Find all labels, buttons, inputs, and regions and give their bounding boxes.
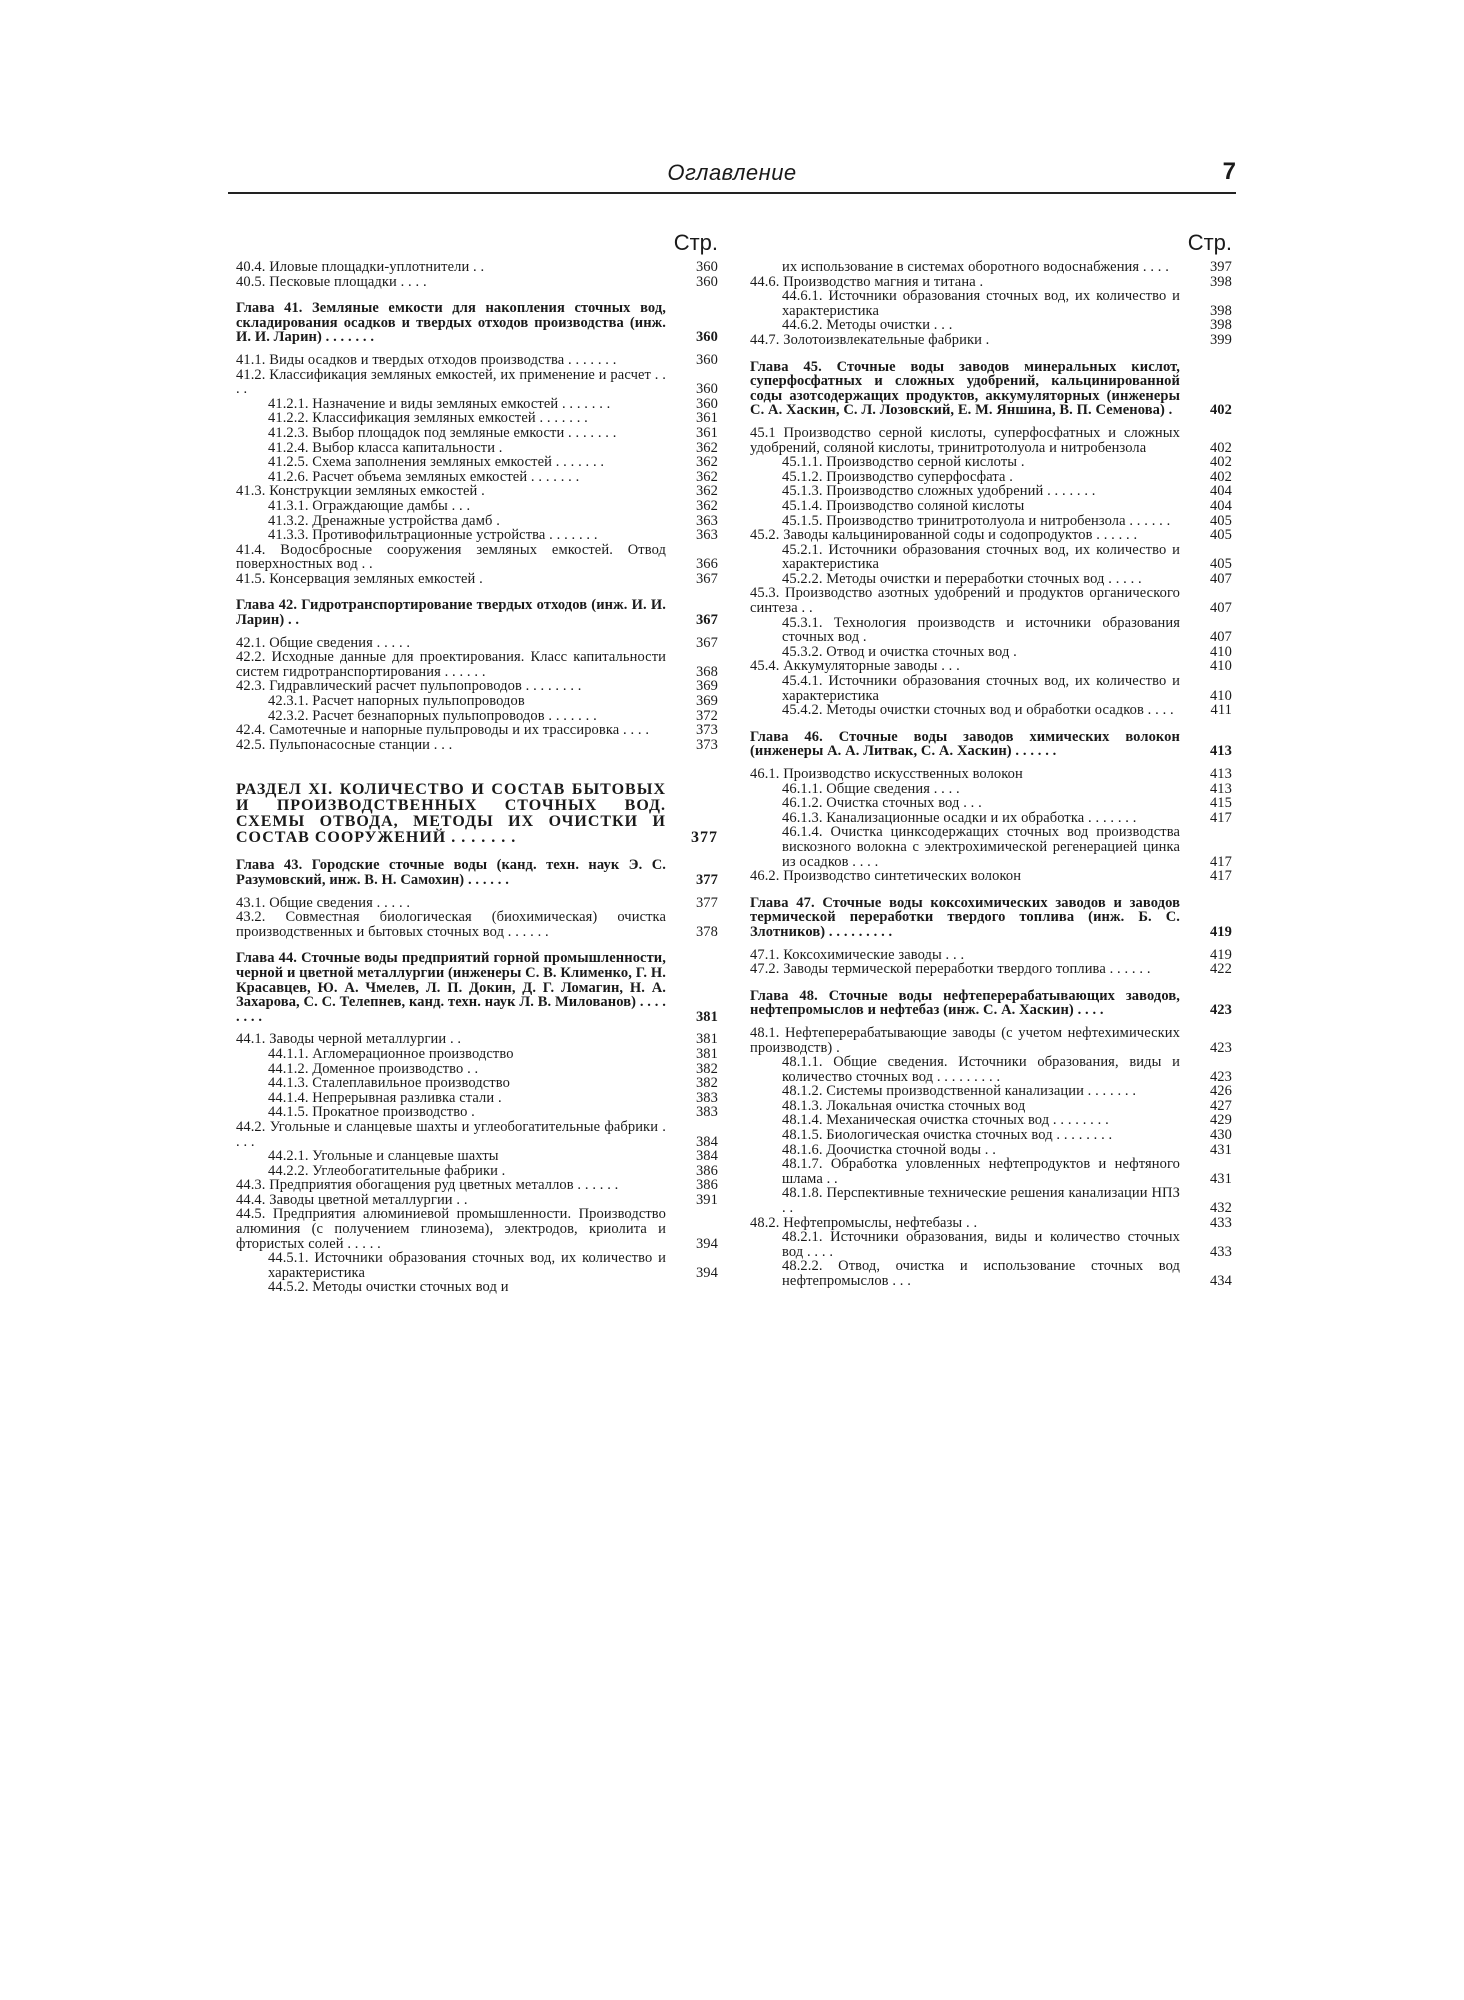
entry-title: их использование в системах оборотного водоснабжения . . . . [782,259,1169,275]
entry-page-number: 386 [695,1177,718,1194]
entry-page-number: 386 [695,1162,718,1179]
entry-page-number: 407 [1209,570,1232,587]
entry-page-number: 360 [695,381,718,398]
toc-entry [750,1026,1232,1055]
toc-subentry [236,1076,718,1091]
entry-page-number: 433 [1209,1214,1232,1231]
entry-page-number: 363 [695,527,718,544]
toc-entry [236,1120,718,1149]
entry-page-number: 405 [1209,512,1232,529]
toc-subentry [750,1113,1232,1128]
toc-subentry [750,1186,1232,1215]
entry-title: 45.4.1. Источники образования сточных вод, их количество и характеристика [782,673,1180,704]
entry-page-number: 397 [1209,259,1232,275]
toc-entry [750,275,1232,290]
entry-title: 46.1. Производство искусственных волокон [750,766,1023,782]
entry-page-number: 423 [1209,1039,1232,1056]
toc-subentry [750,811,1232,826]
entry-page-number: 413 [1209,743,1232,760]
entry-page-number: 407 [1209,600,1232,617]
toc-subentry [750,543,1232,572]
entry-page-number: 384 [695,1133,718,1150]
toc-subentry [750,1099,1232,1114]
entry-title: 42.3.2. Расчет безнапорных пульпопроводов . . . . . . . [268,707,597,724]
entry-title: 48.1.6. Доочистка сточной воды . . [782,1141,996,1158]
toc-subentry [236,709,718,724]
toc-entry [236,260,718,275]
entry-title: 41.1. Виды осадков и твердых отходов производства . . . . . . . [236,351,617,368]
entry-title: 41.2.5. Схема заполнения земляных емкостей . . . . . . . [268,454,605,471]
toc-entry [236,543,718,572]
entry-page-number: 362 [695,497,718,514]
toc-entry [750,869,1232,884]
entry-page-number: 415 [1209,795,1232,812]
entry-title: 44.6. Производство магния и титана . [750,273,984,290]
entry-page-number: 367 [695,634,718,651]
column-header [750,230,1232,260]
entry-page-number: 367 [695,570,718,587]
toc-subentry [236,426,718,441]
entry-title: 45.3. Производство азотных удобрений и продуктов органического синтеза . . [750,585,1180,617]
toc-subentry [236,1149,718,1164]
toc-entry [236,353,718,368]
entry-page-number: 368 [695,663,718,680]
entry-title: 45.1 Производство серной кислоты, суперфосфатных и сложных удобрений, соляной кислоты, тринитротолуола и нитробензола [750,424,1180,456]
entry-title: 44.1.2. Доменное производство . . [268,1060,479,1077]
toc-entry [236,368,718,397]
toc-subentry [236,1280,718,1295]
entry-page-number: 417 [1209,853,1232,870]
entry-title: РАЗДЕЛ XI. КОЛИЧЕСТВО И СОСТАВ БЫТОВЫХ И ПРОИЗВОДСТВЕННЫХ СТОЧНЫХ ВОД. СХЕМЫ ОТВОДА, МЕТОДЫ ИХ ОЧИСТКИ И СОСТАВ СООРУЖЕНИЙ . . . . . . . [236,781,666,847]
entry-page-number: 383 [695,1104,718,1121]
entry-page-number: 419 [1209,923,1232,940]
entry-page-number: 381 [695,1031,718,1048]
entry-title: 45.1.4. Производство соляной кислоты [782,497,1025,514]
entry-title: 45.3.2. Отвод и очистка сточных вод . [782,643,1017,660]
entry-page-number: 404 [1209,497,1232,514]
toc-subentry [236,411,718,426]
entry-title: 48.1.7. Обработка уловленных нефтепродуктов и нефтяного шлама . . [782,1156,1180,1187]
toc-entry [750,948,1232,963]
entry-page-number: 377 [691,829,718,847]
entry-page-number: 378 [695,923,718,940]
entry-title: 44.2.1. Угольные и сланцевые шахты [268,1148,499,1165]
entry-page-number: 381 [695,1008,718,1025]
entry-title: 44.5.1. Источники образования сточных вод, их количество и характеристика [268,1250,666,1281]
toc-subentry [750,645,1232,660]
entry-title: 46.1.2. Очистка сточных вод . . . [782,795,982,812]
header-rule [228,192,1236,194]
toc-subentry [236,1105,718,1120]
entry-page-number: 423 [1209,1068,1232,1085]
entry-page-number: 417 [1209,809,1232,826]
entry-page-number: 373 [695,722,718,739]
chapter-heading [750,730,1232,759]
chapter-heading [236,598,718,627]
entry-title: 48.1. Нефтеперерабатывающие заводы (с учетом нефтехимических производств) . [750,1024,1180,1056]
entry-page-number: 399 [1209,331,1232,348]
toc-subentry [236,397,718,412]
toc-entry [236,636,718,651]
toc-subentry [236,1164,718,1179]
toc-entry [236,910,718,939]
toc-subentry [750,703,1232,718]
entry-title: 48.1.3. Локальная очистка сточных вод [782,1097,1026,1114]
entry-page-number: 429 [1209,1112,1232,1129]
entry-page-number: 407 [1209,629,1232,646]
entry-title: 48.1.8. Перспективные технические решения канализации НПЗ . . [782,1185,1180,1217]
entry-title: 43.1. Общие сведения . . . . . [236,894,411,911]
entry-title: 41.2.3. Выбор площадок под земляные емкости . . . . . . . [268,424,617,441]
entry-page-number: 402 [1209,468,1232,485]
entry-page-number: 363 [695,512,718,529]
entry-page-number: 404 [1209,483,1232,500]
running-title: Оглавление [667,160,797,185]
entry-page-number: 423 [1209,1002,1232,1019]
entry-page-number: 384 [695,1148,718,1165]
chapter-heading [236,951,718,1024]
toc-entries-left [236,260,718,1295]
entry-title: 45.3.1. Технология производств и источники образования сточных вод . [782,614,1180,646]
entry-page-number: 362 [695,454,718,471]
toc-entries-right [750,260,1232,1289]
entry-page-number: 362 [695,468,718,485]
entry-page-number: 413 [1209,780,1232,797]
entry-title: 41.2. Классификация земляных емкостей, их применение и расчет . . . . [236,366,666,398]
entry-title: Глава 41. Земляные емкости для накопления сточных вод, складирования осадков и твердых отходов производства (инж. И. И. Ларин) . . . . . . . [236,300,666,346]
entry-title: 45.1.3. Производство сложных удобрений . . . . . . . [782,483,1096,500]
toc-subentry [750,1055,1232,1084]
entry-title: 48.2.2. Отвод, очистка и использование сточных вод нефтепромыслов . . . [782,1258,1180,1289]
entry-title: Глава 43. Городские сточные воды (канд. техн. наук Э. С. Разумовский, инж. В. Н. Самохин) . . . . . . [236,857,666,888]
entry-page-number: 361 [695,410,718,427]
entry-title: 45.2. Заводы кальцинированной соды и содопродуктов . . . . . . [750,527,1138,544]
chapter-heading [236,858,718,887]
entry-title: 42.3. Гидравлический расчет пульпопроводов . . . . . . . . [236,678,582,695]
entry-page-number: 402 [1209,402,1232,419]
entry-page-number: 411 [1210,702,1232,719]
chapter-heading [750,360,1232,418]
toc-entry [236,275,718,290]
entry-title: 44.1.5. Прокатное производство . [268,1104,475,1121]
toc-entry [236,896,718,911]
toc-subentry [750,825,1232,869]
entry-title: 45.1.5. Производство тринитротолуола и нитробензола . . . . . . [782,512,1171,529]
entry-title: 48.1.5. Биологическая очистка сточных вод . . . . . . . . [782,1127,1113,1144]
toc-subentry [750,796,1232,811]
entry-page-number: 433 [1209,1243,1232,1260]
toc-subentry [236,455,718,470]
toc-subentry [236,528,718,543]
entry-page-number: 413 [1209,766,1232,782]
entry-page-number: 398 [1209,302,1232,319]
toc-subentry [750,470,1232,485]
entry-title: 41.2.6. Расчет объема земляных емкостей . . . . . . . [268,468,580,485]
entry-title: 41.3. Конструкции земляных емкостей . [236,483,485,500]
entry-page-number: 360 [695,259,718,275]
entry-page-number: 405 [1209,527,1232,544]
entry-page-number: 381 [695,1045,718,1062]
entry-title: 44.1.1. Агломерационное производство [268,1045,514,1062]
entry-page-number: 360 [695,395,718,412]
chapter-heading [236,301,718,345]
toc-subentry [750,782,1232,797]
entry-page-number: 427 [1209,1097,1232,1114]
entry-page-number: 398 [1209,317,1232,334]
toc-subentry [236,694,718,709]
entry-title: 42.4. Самотечные и напорные пульпроводы и их трассировка . . . . [236,722,650,739]
entry-page-number: 394 [695,1235,718,1252]
entry-title: 45.2.2. Методы очистки и переработки сточных вод . . . . . [782,570,1142,587]
entry-page-number: 366 [695,556,718,573]
entry-title: 46.1.1. Общие сведения . . . . [782,780,960,797]
toc-subentry [750,572,1232,587]
toc-subentry [750,1259,1232,1288]
entry-page-number: 369 [695,693,718,710]
entry-title: 41.2.1. Назначение и виды земляных емкостей . . . . . . . [268,395,611,412]
toc-entry [750,528,1232,543]
toc-subentry [236,514,718,529]
entry-page-number: 369 [695,678,718,695]
entry-title: 41.2.2. Классификация земляных емкостей . . . . . . . [268,410,588,427]
entry-page-number: 377 [695,872,718,888]
toc-entry [750,659,1232,674]
entry-title: 41.4. Водосбросные сооружения земляных емкостей. Отвод поверхностных вод . . [236,541,666,573]
entry-title: 44.1. Заводы черной металлургии . . [236,1031,462,1048]
entry-page-number: 362 [695,439,718,456]
entry-page-number: 402 [1209,454,1232,471]
entry-title: Глава 47. Сточные воды коксохимических заводов и заводов термической переработки твердого топлива (инж. Б. С. Злотников) . . . . . . . . . [750,894,1180,940]
entry-title: 48.2.1. Источники образования, виды и количество сточных вод . . . . [782,1229,1180,1260]
entry-page-number: 419 [1209,946,1232,963]
entry-title: 44.5. Предприятия алюминиевой промышленности. Производство алюминия (с получением глинозема), электродов, криолита и фтористых солей . . . . . [236,1206,666,1252]
toc-subentry [236,1091,718,1106]
entry-title: 46.2. Производство синтетических волокон [750,868,1022,885]
toc-subentry [750,616,1232,645]
entry-page-number: 360 [695,329,718,346]
entry-page-number: 422 [1209,961,1232,978]
toc-entry [750,767,1232,782]
entry-title: 48.1.4. Механическая очистка сточных вод . . . . . . . . [782,1112,1109,1129]
entry-title: 46.1.3. Канализационные осадки и их обработка . . . . . . . [782,809,1137,826]
entry-page-number: 362 [695,483,718,500]
entry-page-number: 367 [695,612,718,629]
entry-title: 40.5. Песковые площадки . . . . [236,273,427,290]
toc-subentry [750,260,1232,275]
entry-page-number: 360 [695,273,718,290]
toc-entry [236,1207,718,1251]
toc-subentry [236,499,718,514]
entry-page-number: 417 [1209,868,1232,885]
entry-title: Глава 48. Сточные воды нефтеперерабатывающих заводов, нефтепромыслов и нефтебаз (инж. С. А. Хаскин) . . . . [750,987,1180,1019]
toc-subentry [750,1157,1232,1186]
toc-entry [236,650,718,679]
entry-page-number: 410 [1209,687,1232,704]
entry-title: 41.5. Консервация земляных емкостей . [236,570,483,587]
entry-title: 44.4. Заводы цветной металлургии . . [236,1191,468,1208]
toc-entry [236,679,718,694]
entry-page-number: 410 [1209,643,1232,660]
entry-title: 44.6.1. Источники образования сточных вод, их количество и характеристика [782,288,1180,319]
entry-title: 44.3. Предприятия обогащения руд цветных металлов . . . . . . [236,1177,619,1194]
entry-page-number: 402 [1209,439,1232,456]
entry-title: Глава 46. Сточные воды заводов химических волокон (инженеры А. А. Литвак, С. А. Хаскин) . . . . . . [750,728,1180,760]
toc-subentry [750,1128,1232,1143]
entry-title: 41.2.4. Выбор класса капитальности . [268,439,503,456]
entry-page-number: 377 [695,894,718,911]
toc-entry [236,572,718,587]
toc-entry [750,1216,1232,1231]
toc-subentry [750,1084,1232,1099]
entry-title: 48.1.2. Системы производственной канализации . . . . . . . [782,1083,1137,1100]
entry-title: 45.1.1. Производство серной кислоты . [782,454,1025,471]
toc-subentry [750,455,1232,470]
toc-column-left [236,230,718,1295]
entry-title: Глава 45. Сточные воды заводов минеральных кислот, суперфосфатных и сложных удобрений, кальцинированной соды азотсодержащих продуктов, аккумуляторных (инженеры С. А. Хаскин, С. Л. Лозовский, Е. М. Яншина, В. П. Семенова) . [750,358,1180,419]
entry-page-number: 432 [1209,1200,1232,1217]
entry-title: 45.4.2. Методы очистки сточных вод и обработки осадков . . . . [782,702,1174,719]
entry-title: 44.1.4. Непрерывная разливка стали . [268,1089,502,1106]
entry-title: 41.3.2. Дренажные устройства дамб . [268,512,500,529]
entry-page-number: 405 [1209,556,1232,573]
entry-title: 46.1.4. Очистка цинксодержащих сточных вод производства вискозного волокна с электрохимической регенерацией цинка из осадков . . . . [782,824,1180,870]
toc-subentry [236,1062,718,1077]
toc-column-right [750,230,1232,1289]
page-header [228,156,1236,192]
toc-subentry [750,1143,1232,1158]
toc-subentry [750,1230,1232,1259]
toc-entry [750,333,1232,348]
toc-entry [236,723,718,738]
entry-title: 44.2.2. Углеобогатительные фабрики . [268,1162,506,1179]
entry-title: 47.2. Заводы термической переработки твердого топлива . . . . . . [750,961,1151,978]
entry-title: 48.1.1. Общие сведения. Источники образования, виды и количество сточных вод . . . . . . . . . [782,1054,1180,1085]
toc-subentry [236,1047,718,1062]
entry-title: 45.1.2. Производство суперфосфата . [782,468,1014,485]
toc-subentry [750,484,1232,499]
page-column-label: Стр. [673,230,718,255]
entry-title: 41.3.1. Ограждающие дамбы . . . [268,497,471,514]
entry-title: 42.3.1. Расчет напорных пульпопроводов [268,693,525,710]
entry-page-number: 398 [1209,273,1232,290]
column-header [236,230,718,260]
entry-title: 45.2.1. Источники образования сточных вод, их количество и характеристика [782,541,1180,573]
entry-page-number: 434 [1209,1273,1232,1289]
toc-subentry [750,499,1232,514]
toc-subentry [750,674,1232,703]
entry-title: 41.3.3. Противофильтрационные устройства . . . . . . . [268,527,598,544]
entry-title: Глава 42. Гидротранспортирование твердых отходов (инж. И. И. Ларин) . . [236,597,666,629]
entry-title: 43.2. Совместная биологическая (биохимическая) очистка производственных и бытовых сточных вод . . . . . . [236,909,666,940]
entry-title: 45.4. Аккумуляторные заводы . . . [750,658,960,675]
entry-page-number: 410 [1209,658,1232,675]
entry-title: 40.4. Иловые площадки-уплотнители . . [236,259,485,275]
entry-title: 48.2. Нефтепромыслы, нефтебазы . . [750,1214,978,1231]
toc-subentry [236,441,718,456]
section-heading [236,782,718,846]
toc-subentry [750,289,1232,318]
entry-page-number: 372 [695,707,718,724]
toc-entry [236,1178,718,1193]
entry-title: 44.5.2. Методы очистки сточных вод и [268,1279,509,1296]
entry-title: 44.2. Угольные и сланцевые шахты и углеобогатительные фабрики . . . . [236,1118,666,1150]
entry-page-number: 426 [1209,1083,1232,1100]
entry-page-number: 382 [695,1075,718,1092]
page-column-label: Стр. [1187,230,1232,255]
entry-page-number: 391 [695,1191,718,1208]
entry-title: Глава 44. Сточные воды предприятий горной промышленности, черной и цветной металлургии (инженеры С. В. Клименко, Г. Н. Красавцев, Ю. А. Чмелев, Л. П. Докин, Д. Г. Ломагин, Н. А. Захарова, С. С. Телепнев, канд. техн. наук Л. В. Милованов) . . . . . . . . [236,950,666,1025]
toc-entry [750,962,1232,977]
toc-entry [236,1032,718,1047]
entry-title: 42.1. Общие сведения . . . . . [236,634,411,651]
entry-page-number: 394 [695,1264,718,1281]
toc-subentry [236,470,718,485]
entry-page-number: 373 [695,736,718,753]
entry-title: 44.1.3. Сталеплавильное производство [268,1075,510,1092]
toc-entry [750,426,1232,455]
toc-entry [750,586,1232,615]
entry-page-number: 360 [695,351,718,368]
chapter-heading [750,989,1232,1018]
entry-page-number: 383 [695,1089,718,1106]
entry-page-number: 431 [1209,1170,1232,1187]
entry-page-number: 361 [695,424,718,441]
chapter-heading [750,896,1232,940]
toc-subentry [236,1251,718,1280]
toc-entry [236,738,718,753]
toc-entry [236,1193,718,1208]
entry-title: 44.7. Золотоизвлекательные фабрики . [750,331,990,348]
entry-title: 42.2. Исходные данные для проектирования. Класс капитальности систем гидротранспортирования . . . . . . [236,649,666,680]
entry-title: 42.5. Пульпонасосные станции . . . [236,736,453,753]
toc-subentry [750,514,1232,529]
page-number: 7 [1222,158,1236,185]
toc-entry [236,484,718,499]
entry-title: 47.1. Коксохимические заводы . . . [750,946,965,963]
entry-page-number: 430 [1209,1127,1232,1144]
toc-subentry [750,318,1232,333]
entry-page-number: 382 [695,1060,718,1077]
entry-page-number: 431 [1209,1141,1232,1158]
entry-title: 44.6.2. Методы очистки . . . [782,317,953,334]
